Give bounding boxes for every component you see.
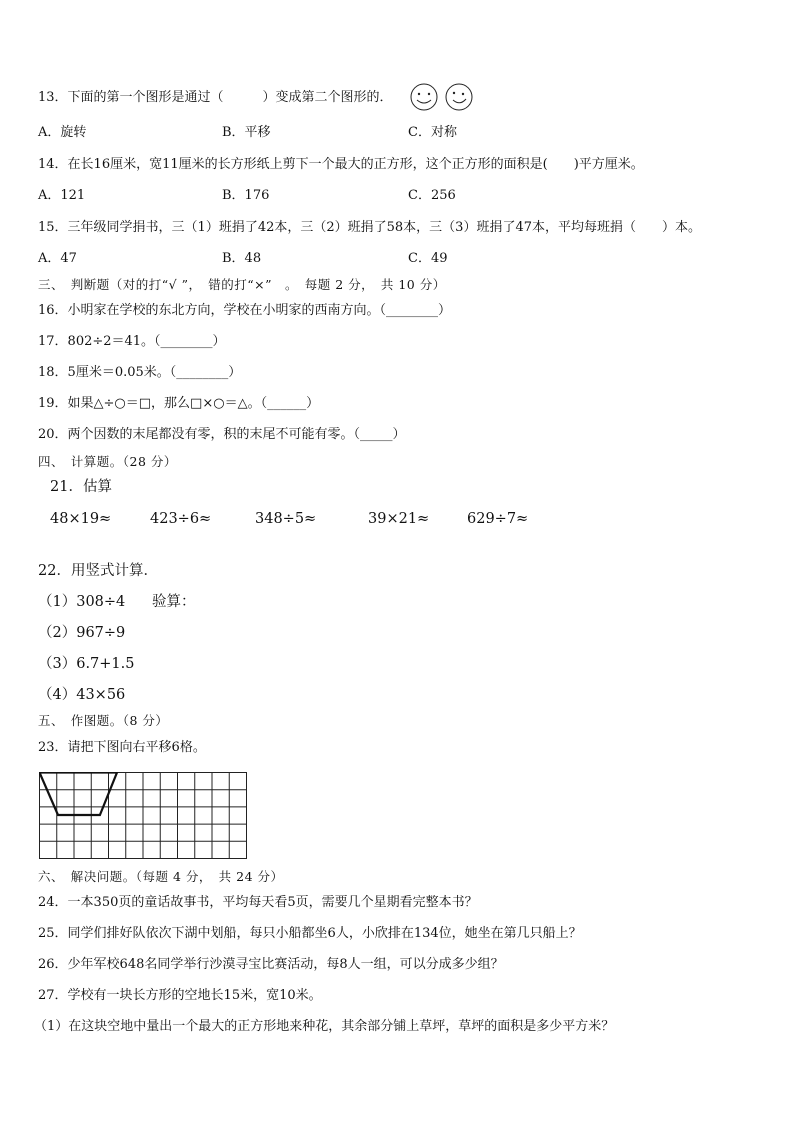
- question-23: 23．请把下图向右平移6格。: [38, 740, 206, 755]
- estimate-item-3: 348÷5≈: [255, 511, 317, 527]
- question-13: 13．下面的第一个图形是通过（ ）变成第二个图形的．: [38, 90, 393, 105]
- smiley-face-1-icon: [411, 84, 437, 110]
- question-21-title: 21．估算: [50, 479, 112, 495]
- question-20: 20．两个因数的末尾都没有零，积的末尾不可能有零。（_____）: [38, 427, 406, 442]
- question-25: 25．同学们排好队依次下湖中划船，每只小船都坐6人，小欣排在134位，她坐在第几只船上？: [38, 926, 582, 941]
- q15-option-b[interactable]: B．48: [222, 251, 262, 266]
- section-4-heading: 四、 计算题。（28 分）: [38, 454, 177, 469]
- q14-option-a[interactable]: A．121: [38, 188, 86, 203]
- translation-grid: [39, 772, 249, 860]
- question-27-part-1: （1）在这块空地中量出一个最大的正方形地来种花，其余部分铺上草坪，草坪的面积是多少平方米？: [34, 1019, 615, 1034]
- q14-option-c[interactable]: C．256: [408, 188, 456, 203]
- question-17: 17．802÷2＝41。（________）: [38, 334, 226, 349]
- trapezoid-shape: [40, 773, 118, 816]
- question-22-title: 22．用竖式计算．: [38, 563, 158, 579]
- check-label: 验算：: [152, 594, 196, 610]
- q13-option-a[interactable]: A．旋转: [38, 125, 87, 140]
- q13-option-b[interactable]: B．平移: [222, 125, 271, 140]
- vertical-calc-3: （3）6.7+1.5: [38, 656, 135, 672]
- question-24: 24．一本350页的童话故事书，平均每天看5页，需要几个星期看完整本书？: [38, 895, 478, 910]
- question-26: 26．少年军校648名同学举行沙漠寻宝比赛活动，每8人一组，可以分成多少组？: [38, 957, 504, 972]
- q14-option-b[interactable]: B．176: [222, 188, 270, 203]
- smiley-face-2-icon: [446, 84, 472, 110]
- question-14: 14．在长16厘米，宽11厘米的长方形纸上剪下一个最大的正方形，这个正方形的面积是( )平方厘米。: [38, 157, 644, 172]
- vertical-calc-4: （4）43×56: [38, 687, 126, 703]
- q13-option-c[interactable]: C．对称: [408, 125, 457, 140]
- estimate-item-1: 48×19≈: [50, 511, 112, 527]
- q15-option-a[interactable]: A．47: [38, 251, 77, 266]
- question-15: 15．三年级同学捐书，三（1）班捐了42本，三（2）班捐了58本，三（3）班捐了47本，平均每班捐（ ）本。: [38, 220, 701, 235]
- question-18: 18．5厘米＝0.05米。（________）: [38, 365, 242, 380]
- estimate-item-4: 39×21≈: [368, 511, 430, 527]
- section-3-heading: 三、 判断题（对的打“√ ”， 错的打“×” 。 每题 2 分， 共 10 分）: [38, 277, 446, 292]
- section-6-heading: 六、 解决问题。（每题 4 分， 共 24 分）: [38, 869, 284, 884]
- vertical-calc-1: （1）308÷4: [38, 594, 126, 610]
- section-5-heading: 五、 作图题。（8 分）: [38, 713, 169, 728]
- question-16: 16．小明家在学校的东北方向，学校在小明家的西南方向。（________）: [38, 303, 452, 318]
- estimate-item-2: 423÷6≈: [150, 511, 212, 527]
- estimate-item-5: 629÷7≈: [467, 511, 529, 527]
- question-27: 27．学校有一块长方形的空地长15米，宽10米。: [38, 988, 322, 1003]
- vertical-calc-2: （2）967÷9: [38, 625, 126, 641]
- question-19: 19．如果△÷○＝□，那么□×○＝△。（______）: [38, 396, 320, 411]
- smiley-faces-figure: [408, 82, 476, 112]
- q15-option-c[interactable]: C．49: [408, 251, 448, 266]
